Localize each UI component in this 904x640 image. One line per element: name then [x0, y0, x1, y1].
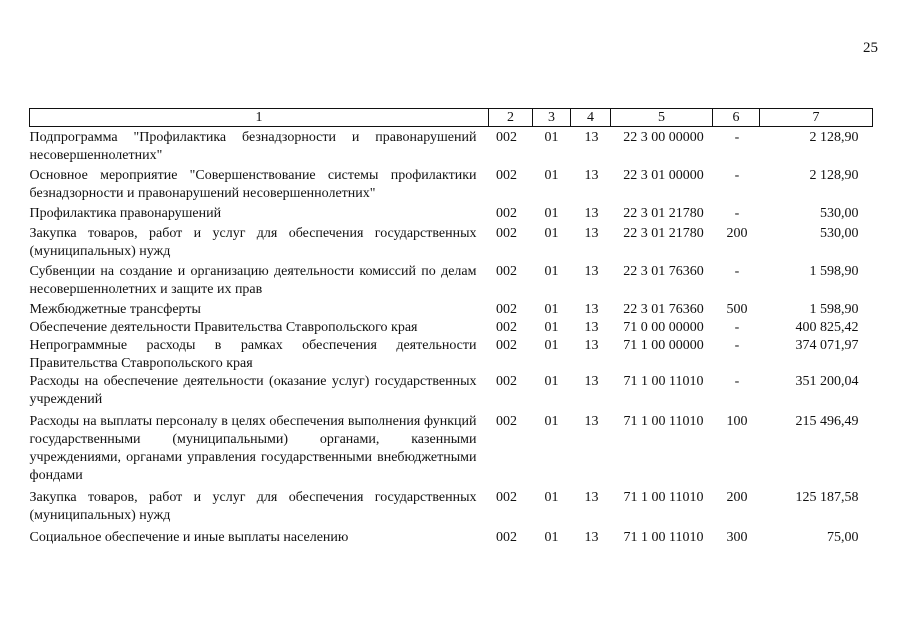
expense-type-code: -: [734, 206, 740, 221]
section-code: 01: [544, 338, 559, 353]
expense-type-code: -: [734, 320, 740, 335]
column-header: 3: [533, 109, 571, 127]
expense-type-code: -: [734, 374, 740, 389]
subsection-code: 13: [584, 264, 599, 279]
department-code: 002: [496, 130, 517, 145]
target-article-code: 71 1 00 11010: [623, 414, 704, 429]
department-code: 002: [496, 264, 517, 279]
subsection-code: 13: [584, 414, 599, 429]
expense-name: Закупка товаров, работ и услуг для обеспечения государственных (муниципальных) нужд: [29, 226, 477, 259]
department-code: 002: [496, 414, 517, 429]
subsection-code: 13: [584, 302, 599, 317]
column-header: 7: [760, 109, 873, 127]
column-header: 1: [30, 109, 489, 127]
subsection-code: 13: [584, 168, 599, 183]
table-row: [30, 299, 873, 319]
table-row: [30, 223, 873, 261]
table-row: [30, 485, 873, 525]
amount: 2 128,90: [809, 130, 859, 145]
section-code: 01: [544, 374, 559, 389]
expense-type-code: 300: [726, 530, 748, 545]
expense-type-code: 200: [726, 490, 748, 505]
expense-type-code: -: [734, 338, 740, 353]
expense-name: Межбюджетные трансферты: [29, 302, 201, 317]
amount: 75,00: [827, 530, 859, 545]
expense-type-code: -: [734, 168, 740, 183]
section-code: 01: [544, 206, 559, 221]
expense-type-code: 100: [726, 414, 748, 429]
target-article-code: 71 1 00 11010: [623, 374, 704, 389]
expense-type-code: 500: [726, 302, 748, 317]
amount: 530,00: [820, 226, 859, 241]
table-row: [30, 373, 873, 409]
column-header: 2: [489, 109, 533, 127]
department-code: 002: [496, 206, 517, 221]
table-row: [30, 409, 873, 485]
expense-name: Основное мероприятие "Совершенствование системы профилактики безнадзорности и правонарушений несовершеннолетних": [29, 168, 477, 201]
section-code: 01: [544, 320, 559, 335]
expense-name: Социальное обеспечение и иные выплаты населению: [29, 530, 349, 545]
department-code: 002: [496, 490, 517, 505]
section-code: 01: [544, 130, 559, 145]
table-row: [30, 203, 873, 223]
expense-name: Расходы на обеспечение деятельности (оказание услуг) государственных учреждений: [29, 374, 477, 407]
target-article-code: 22 3 01 76360: [623, 302, 704, 317]
department-code: 002: [496, 374, 517, 389]
subsection-code: 13: [584, 530, 599, 545]
expense-name: Подпрограмма "Профилактика безнадзорности и правонарушений несовершеннолетних": [29, 130, 477, 163]
column-header: 5: [611, 109, 713, 127]
subsection-code: 13: [584, 130, 599, 145]
department-code: 002: [496, 338, 517, 353]
subsection-code: 13: [584, 206, 599, 221]
department-code: 002: [496, 168, 517, 183]
department-code: 002: [496, 320, 517, 335]
target-article-code: 22 3 01 21780: [623, 226, 704, 241]
subsection-code: 13: [584, 226, 599, 241]
section-code: 01: [544, 226, 559, 241]
subsection-code: 13: [584, 320, 599, 335]
amount: 215 496,49: [795, 414, 859, 429]
amount: 1 598,90: [809, 302, 859, 317]
amount: 400 825,42: [795, 320, 859, 335]
table-row: [30, 337, 873, 373]
target-article-code: 71 1 00 11010: [623, 530, 704, 545]
expense-name: Непрограммные расходы в рамках обеспечения деятельности Правительства Ставропольского края: [29, 338, 477, 371]
subsection-code: 13: [584, 490, 599, 505]
section-code: 01: [544, 264, 559, 279]
expense-name: Закупка товаров, работ и услуг для обеспечения государственных (муниципальных) нужд: [29, 490, 477, 523]
amount: 2 128,90: [809, 168, 859, 183]
section-code: 01: [544, 530, 559, 545]
column-header: 4: [571, 109, 611, 127]
target-article-code: 22 3 01 00000: [623, 168, 704, 183]
column-header: 6: [713, 109, 760, 127]
expense-name: Обеспечение деятельности Правительства Ставропольского края: [29, 320, 418, 335]
target-article-code: 22 3 01 21780: [623, 206, 704, 221]
table-row: [30, 127, 873, 166]
expense-type-code: -: [734, 264, 740, 279]
target-article-code: 22 3 01 76360: [623, 264, 704, 279]
expense-name: Профилактика правонарушений: [29, 206, 222, 221]
expense-name: Субвенции на создание и организацию деятельности комиссий по делам несовершеннолетних и защите их прав: [29, 264, 477, 297]
subsection-code: 13: [584, 338, 599, 353]
page-number: 25: [863, 40, 878, 56]
target-article-code: 71 1 00 00000: [623, 338, 704, 353]
table-row: [30, 319, 873, 337]
table-row: [30, 261, 873, 299]
expense-type-code: 200: [726, 226, 748, 241]
section-code: 01: [544, 302, 559, 317]
amount: 351 200,04: [795, 374, 859, 389]
amount: 125 187,58: [795, 490, 859, 505]
target-article-code: 71 0 00 00000: [623, 320, 704, 335]
section-code: 01: [544, 168, 559, 183]
section-code: 01: [544, 414, 559, 429]
department-code: 002: [496, 302, 517, 317]
table-row: [30, 525, 873, 547]
expense-type-code: -: [734, 130, 740, 145]
target-article-code: 71 1 00 11010: [623, 490, 704, 505]
target-article-code: 22 3 00 00000: [623, 130, 704, 145]
section-code: 01: [544, 490, 559, 505]
department-code: 002: [496, 530, 517, 545]
budget-table: [29, 108, 873, 547]
table-header-row: [30, 109, 873, 127]
amount: 374 071,97: [795, 338, 859, 353]
subsection-code: 13: [584, 374, 599, 389]
amount: 530,00: [820, 206, 859, 221]
amount: 1 598,90: [809, 264, 859, 279]
table-row: [30, 165, 873, 203]
department-code: 002: [496, 226, 517, 241]
expense-name: Расходы на выплаты персоналу в целях обеспечения выполнения функций государственными (муниципальными) органами, казенными учреждениями, органами управления государственными внебюджетными фондами: [29, 414, 477, 483]
